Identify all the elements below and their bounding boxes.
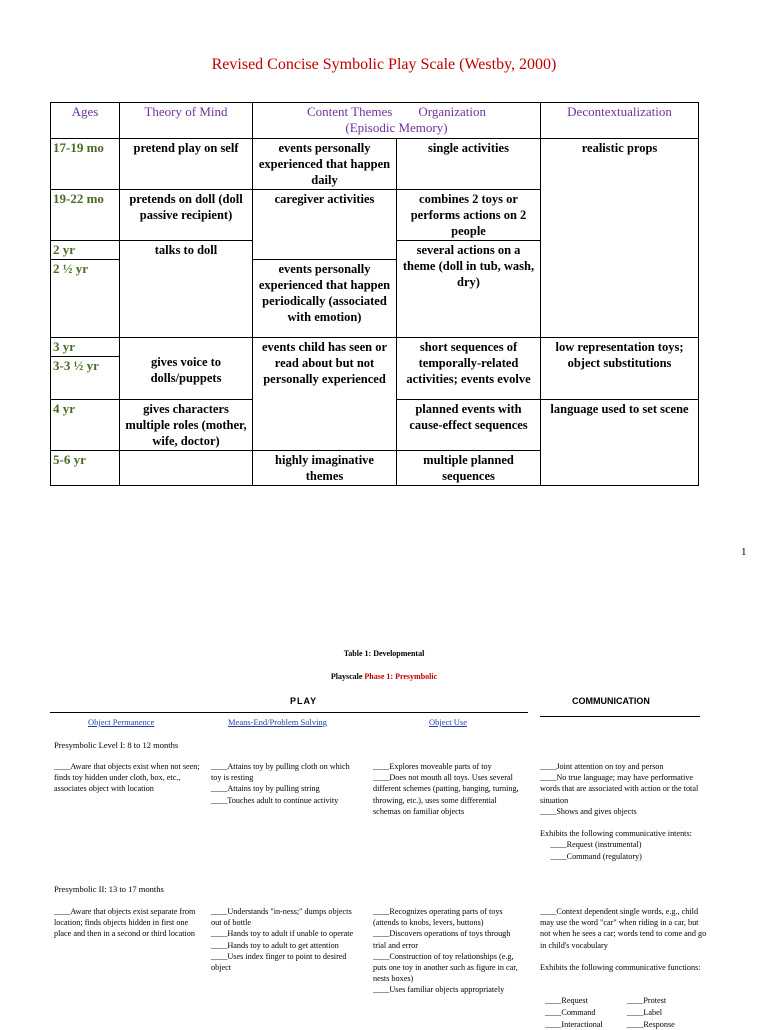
function-response: ____Response — [627, 1020, 675, 1029]
age-cell: 3-3 ½ yr — [51, 357, 120, 400]
content-cell: events child has seen or read about but not personally experienced — [253, 338, 397, 451]
play-divider — [50, 712, 528, 713]
level-heading: Presymbolic Level I: 8 to 12 months — [54, 740, 179, 750]
organization-cell: single activities — [397, 139, 541, 190]
decontext-cell: language used to set scene — [541, 400, 699, 486]
header-decontextualization: Decontextualization — [541, 103, 699, 139]
header-organization: Organization — [418, 104, 486, 119]
play-heading: PLAY — [290, 696, 318, 706]
content-cell: events personally experienced that happen periodically (associated with emotion) — [253, 260, 397, 338]
theory-cell: pretend play on self — [120, 139, 253, 190]
permanence-text: ____Aware that objects exist separate from location; finds objects hidden in first one place and then in a second or third location — [54, 907, 198, 939]
theory-cell: gives voice to dolls/puppets — [120, 338, 253, 400]
means-end-text: ____Attains toy by pulling cloth on which toy is resting ____Attains toy by pulling string ____Touches adult to continue activity — [211, 762, 350, 805]
header-content-themes: Content Themes — [307, 104, 393, 119]
organization-cell: multiple planned sequences — [397, 451, 541, 486]
organization-cell: combines 2 toys or performs actions on 2 people — [397, 190, 541, 241]
header-content-organization — [253, 103, 541, 139]
age-cell: 2 yr — [51, 241, 120, 260]
subhead-object-permanence: Object Permanence — [88, 717, 155, 727]
theory-cell: talks to doll — [120, 241, 253, 338]
organization-cell: several actions on a theme (doll in tub, wash, dry) — [397, 241, 541, 338]
content-cell: caregiver activities — [253, 190, 397, 260]
object-use-text: ____Recognizes operating parts of toys (attends to knobs, levers, buttons) ____Discovers operations of toys through trial and error ____Construction of toy relationships (e.g, puts one toy in another such as figure in car, nests boxes) ____Uses familiar objects appropriately — [373, 907, 518, 995]
communication-text: ____Context dependent single words, e.g., child may use the word "car" when riding in a car, but not when he sees a car; words tend to come and go in child's vocabulary Exhibits the following communicative functions: — [540, 907, 707, 973]
function-command: ____Command — [545, 1008, 596, 1017]
header-theory-of-mind: Theory of Mind — [120, 103, 253, 139]
playscale-prefix: Playscale — [330, 672, 363, 681]
subhead-object-use: Object Use — [429, 717, 468, 727]
organization-cell: short sequences of temporally-related activities; events evolve — [397, 338, 541, 400]
header-episodic-memory: (Episodic Memory) — [345, 120, 448, 135]
age-cell: 2 ½ yr — [51, 260, 120, 338]
communication-text: ____Joint attention on toy and person ____No true language; may have performative words that are associated with action or the total situation ____Shows and gives objects Exhibits the following communicative intents: ____Request (instrumental) ____Command (regulatory) — [540, 762, 699, 861]
means-end-text: ____Understands "in-ness;" dumps objects out of bottle ____Hands toy to adult if unable to operate ____Hands toy to adult to get attention ____Uses index finger to point to desired object — [211, 907, 354, 973]
decontext-cell: low representation toys; object substitutions — [541, 338, 699, 400]
communication-divider — [540, 716, 700, 717]
subhead-means-end: Means-End/Problem Solving — [228, 717, 327, 727]
function-protest: ____Protest — [627, 996, 667, 1005]
function-interactional: ____Interactional — [545, 1020, 603, 1029]
object-use-text: ____Explores moveable parts of toy ____Does not mouth all toys. Uses several different schemes (patting, banging, turning, throwing, etc.), uses some differential schemas on familiar objects — [373, 762, 519, 816]
play-scale-table — [50, 102, 699, 486]
organization-cell: planned events with cause-effect sequences — [397, 400, 541, 451]
page-title: Revised Concise Symbolic Play Scale (Westby, 2000) — [211, 56, 557, 73]
decontext-cell: realistic props — [541, 139, 699, 338]
content-cell: highly imaginative themes — [253, 451, 397, 486]
level-heading: Presymbolic II: 13 to 17 months — [54, 884, 164, 894]
age-cell: 19-22 mo — [51, 190, 120, 241]
permanence-text: ____Aware that objects exist when not seen; finds toy hidden under cloth, box, etc., associates object with location — [54, 762, 202, 794]
theory-cell: gives characters multiple roles (mother, wife, doctor) — [120, 400, 253, 451]
page-number: 1 — [741, 546, 747, 558]
communication-heading: COMMUNICATION — [572, 696, 650, 706]
age-cell: 17-19 mo — [51, 139, 120, 190]
theory-cell — [120, 451, 253, 486]
theory-cell: pretends on doll (doll passive recipient) — [120, 190, 253, 241]
header-ages: Ages — [51, 103, 120, 139]
function-request: ____Request — [545, 996, 588, 1005]
function-label: ____Label — [627, 1008, 663, 1017]
age-cell: 3 yr — [51, 338, 120, 357]
content-cell: events personally experienced that happen daily — [253, 139, 397, 190]
table1-title: Table 1: Developmental — [343, 649, 425, 658]
phase-label: Phase 1: Presymbolic — [364, 672, 438, 681]
playscale-title — [0, 672, 768, 681]
age-cell: 5-6 yr — [51, 451, 120, 486]
age-cell: 4 yr — [51, 400, 120, 451]
